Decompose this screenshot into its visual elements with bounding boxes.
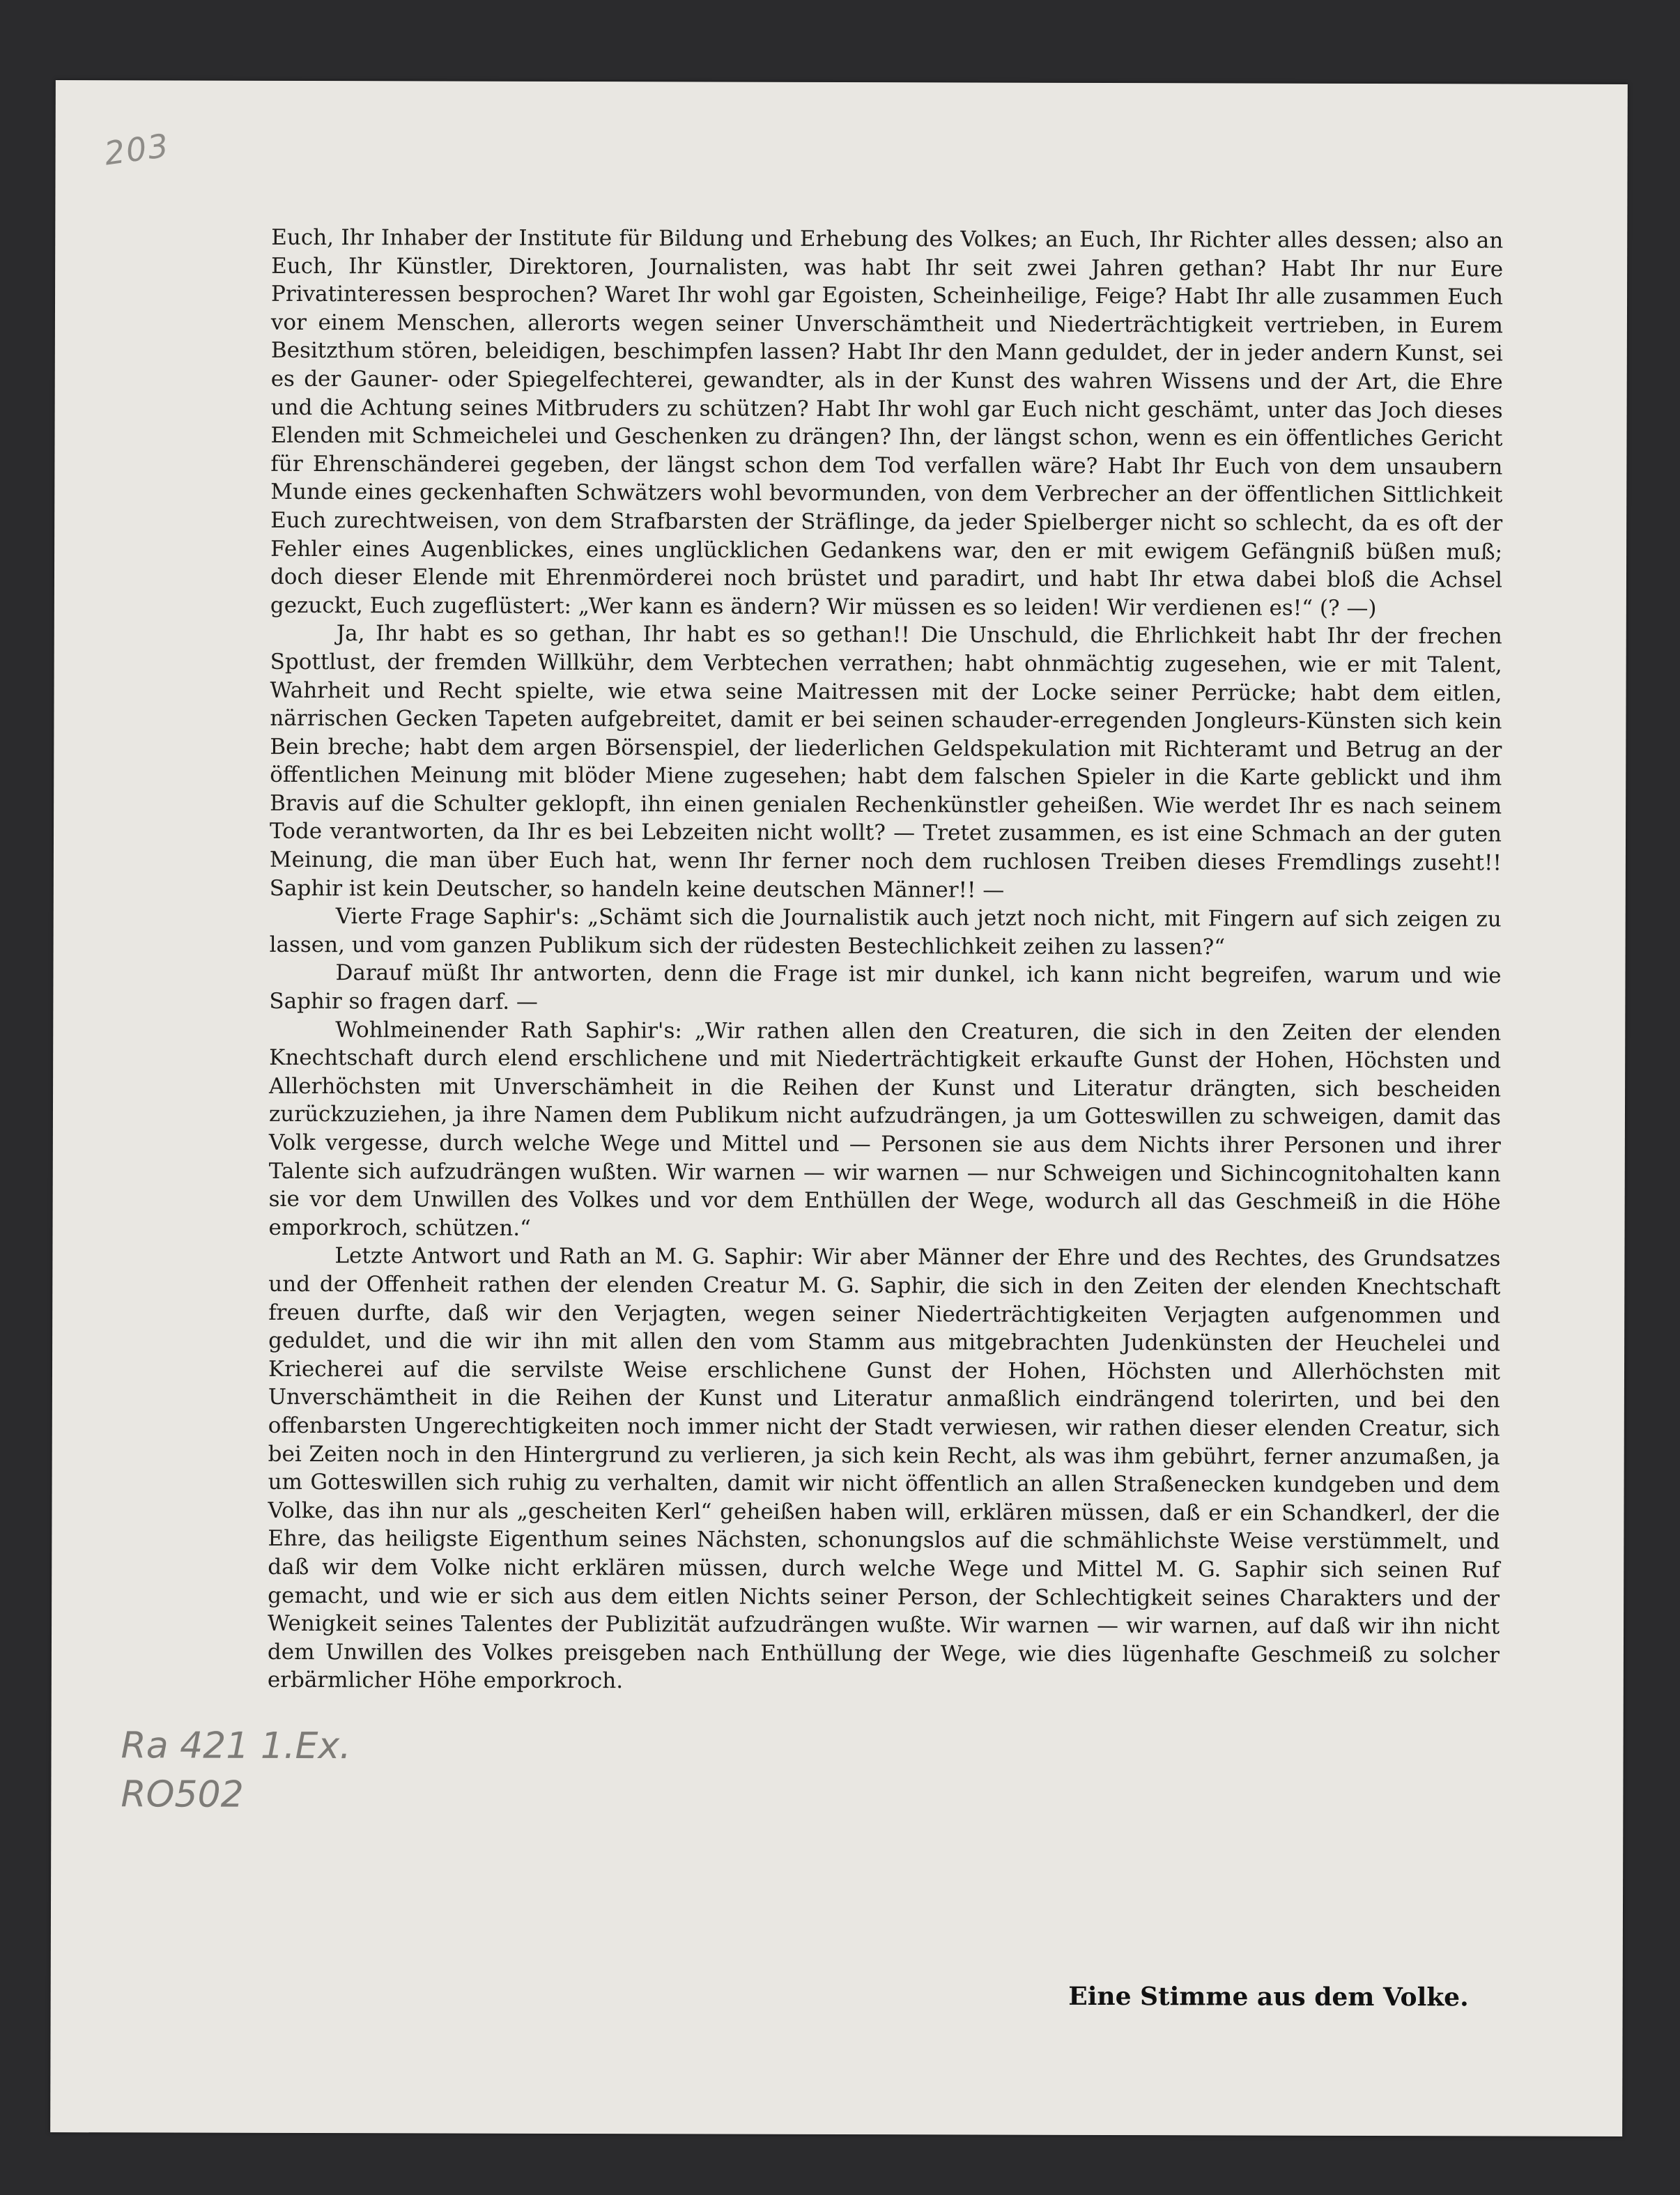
shelfmark-note <box>121 1721 350 1819</box>
body-text <box>268 224 1504 1697</box>
paragraph-6: Letzte Antwort und Rath an M. G. Saphir: Wir aber Männer der Ehre und des Rechtes, des Grundsatzes und der Offenheit rathen der elenden Creatur M. G. Saphir, die sich in den Zeiten der elenden Knechtschaft freuen durfte, daß wir den Verjagten, wegen seiner Niederträchtigkeiten Verjagten aufgenommen und geduldet, und die wir ihn mit allen den vom Stamm aus mitgebrachten Judenkünsten der Heuchelei und Kriecherei auf die servilste Weise erschlichene Gunst der Hohen, Höchsten und Allerhöchsten mit Unverschämtheit in die Reihen der Kunst und Literatur anmaßlich eindrängend tolerirten, und bei den offenbarsten Ungerechtigkeiten noch immer nicht der Stadt verwiesen, wir rathen dieser elenden Creatur, sich bei Zeiten noch in den Hintergrund zu verlieren, ja sich kein Recht, als was ihm gebührt, ferner anzumaßen, ja um Gotteswillen sich ruhig zu verhalten, damit wir nicht öffentlich an allen Straßenecken kundgeben und dem Volke, das ihn nur als „gescheiten Kerl“ geheißen haben will, erklären müssen, daß er ein Schandkerl, der die Ehre, das heiligste Eigenthum seines Nächsten, schonungslos auf die schmählichste Weise verstümmelt, und daß wir dem Volke nicht erklären müssen, durch welche Wege und Mittel M. G. Saphir sich seinen Ruf gemacht, und wie er sich aus dem eitlen Nichts seiner Person, der Schlechtigkeit seines Charakters und der Wenigkeit seines Talentes der Publizität aufzudrängen wußte. Wir warnen — wir warnen, auf daß wir ihn nicht dem Unwillen des Volkes preisgeben nach Enthüllung der Wege, wie dies lügenhafte Geschmeiß zu solcher erbärmlicher Höhe emporkroch. <box>267 1243 1501 1694</box>
document-page <box>50 80 1628 2136</box>
shelfmark-line-2: RO502 <box>121 1773 244 1816</box>
paragraph-3: Vierte Frage Saphir's: „Schämt sich die Journalistik auch jetzt noch nicht, mit Fingern auf sich zeigen zu lassen, und vom ganzen Publikum sich der rüdesten Bestechlichkeit zeihen zu lassen?“ <box>269 904 1502 960</box>
folio-number: 203 <box>102 126 172 173</box>
paragraph-5: Wohlmeinender Rath Saphir's: „Wir rathen allen den Creaturen, die sich in den Zeiten der elenden Knechtschaft durch elend erschlichene und mit Niederträchtigkeit erkaufte Gunst der Hohen, Höchsten und Allerhöchsten mit Unverschämheit in die Reihen der Kunst und Literatur drängten, sich bescheiden zurückzuziehen, ja ihre Namen dem Publikum nicht aufzudrängen, ja um Gotteswillen zu schweigen, damit das Volk vergesse, durch welche Wege und Mittel und — Personen sie aus dem Nichts ihrer Personen und ihrer Talente sich aufzudrängen wußten. Wir warnen — wir warnen — nur Schweigen und Sichincognitohalten kann sie vor dem Unwillen des Volkes und vor dem Enthüllen der Wege, wodurch all das Geschmeiß in die Höhe emporkroch, schützen.“ <box>268 1017 1502 1241</box>
paragraph-2: Ja, Ihr habt es so gethan, Ihr habt es so gethan!! Die Unschuld, die Ehrlichkeit habt Ihr der frechen Spottlust, der fremden Willkühr, dem Verbtechen verrathen; habt ohnmächtig zugesehen, wie er mit Talent, Wahrheit und Recht spielte, wie etwa seine Maitressen mit der Locke seiner Perrücke; habt dem eitlen, närrischen Gecken Tapeten aufgebreitet, damit er bei seinen schauder-erregenden Jongleurs-Künsten sich kein Bein breche; habt dem argen Börsenspiel, der liederlichen Geldspekulation mit Richteramt und Betrug an der öffentlichen Meinung mit blöder Miene zugesehen; habt dem falschen Spieler in die Karte geblickt und ihm Bravis auf die Schulter geklopft, ihn einen genialen Rechenkünstler geheißen. Wie werdet Ihr es nach seinem Tode verantworten, da Ihr es bei Lebzeiten nicht wollt? — Tretet zusammen, es ist eine Schmach an der guten Meinung, die man über Euch hat, wenn Ihr ferner noch dem ruchlosen Treiben dieses Fremdlings zuseht!! Saphir ist kein Deutscher, so handeln keine deutschen Männer!! — <box>269 621 1502 903</box>
paragraph-1: Euch, Ihr Inhaber der Institute für Bildung und Erhebung des Volkes; an Euch, Ihr Richter alles dessen; also an Euch, Ihr Künstler, Direktoren, Journalisten, was habt Ihr seit zwei Jahren gethan? Habt Ihr nur Eure Privatinteressen besprochen? Waret Ihr wohl gar Egoisten, Scheinheilige, Feige? Habt Ihr alle zusammen Euch vor einem Menschen, allerorts wegen seiner Unverschämtheit und Niederträchtigkeit vertrieben, in Eurem Besitzthum stören, beleidigen, beschimpfen lassen? Habt Ihr den Mann geduldet, der in jeder andern Kunst, sei es der Gauner- oder Spiegelfechterei, gewandter, als in der Kunst des wahren Wissens und der Art, die Ehre und die Achtung seines Mitbruders zu schützen? Habt Ihr wohl gar Euch nicht geschämt, unter das Joch dieses Elenden mit Schmeichelei und Geschenken zu drängen? Ihn, der längst schon, wenn es ein öffentliches Gericht für Ehrenschänderei gegeben, der längst schon dem Tod verfallen wäre? Habt Ihr Euch von dem unsaubern Munde eines geckenhaften Schwätzers wohl bevormunden, von dem Verbrecher an der öffentlichen Sittlichkeit Euch zurechtweisen, von dem Strafbarsten der Sträflinge, da jeder Spielberger nicht so schlecht, da es oft der Fehler eines Augenblickes, eines unglücklichen Gedankens war, den er mit ewigem Gefängniß büßen muß; doch dieser Elende mit Ehrenmörderei noch brüstet und paradirt, und habt Ihr etwa dabei bloß die Achsel gezuckt, Euch zugeflüstert: „Wer kann es ändern? Wir müssen es so leiden! Wir verdienen es!“ (? —) <box>270 224 1504 621</box>
paragraph-4: Darauf müßt Ihr antworten, denn die Frage ist mir dunkel, ich kann nicht begreifen, warum und wie Saphir so fragen darf. — <box>269 960 1502 1015</box>
signature: Eine Stimme aus dem Volke. <box>1068 1981 1469 2012</box>
shelfmark-line-1: Ra 421 1.Ex. <box>121 1725 351 1768</box>
